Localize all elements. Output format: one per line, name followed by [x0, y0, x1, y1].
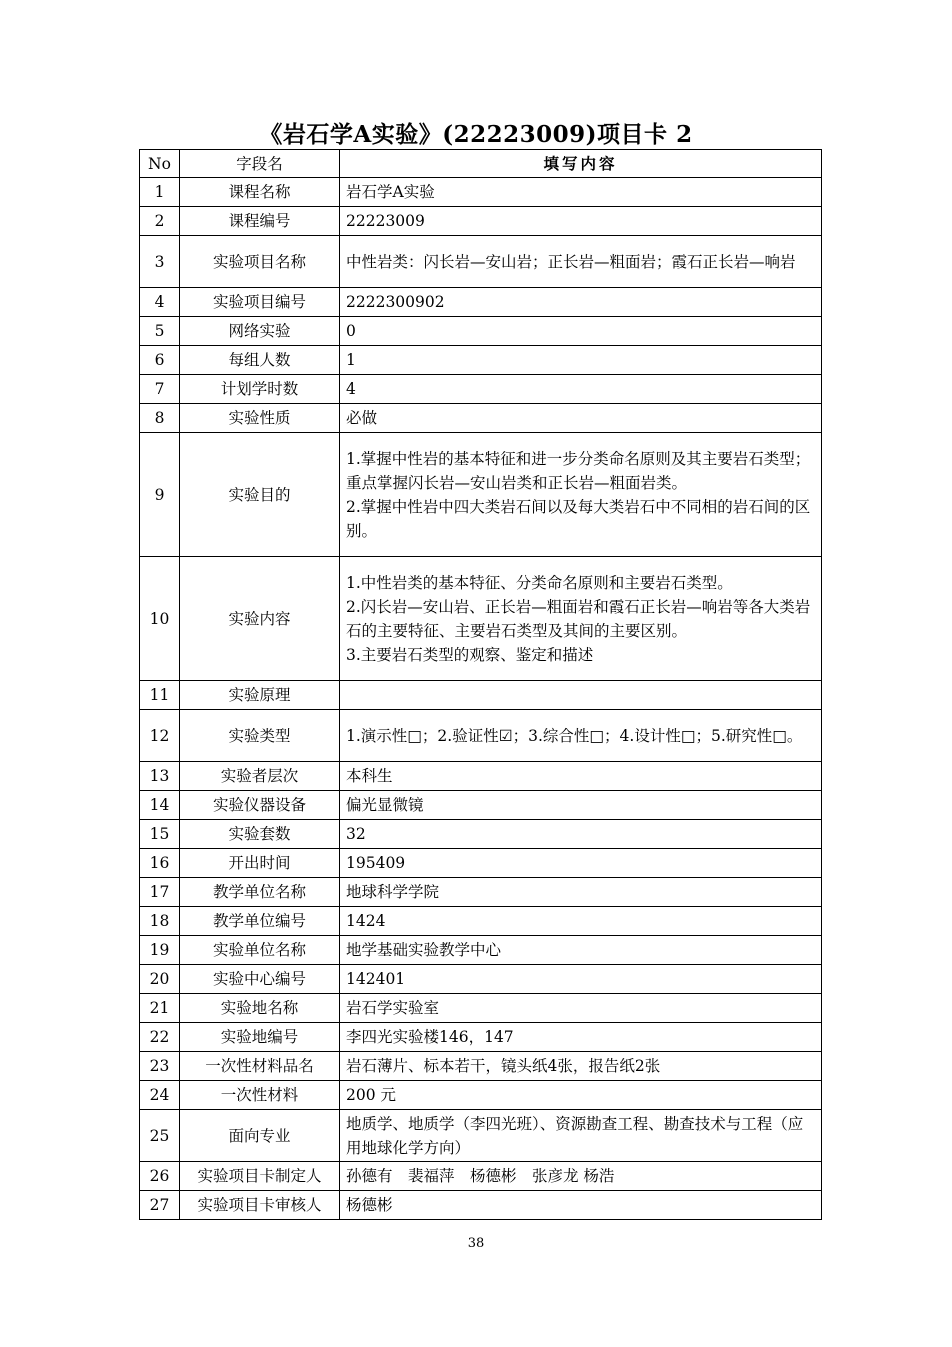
table-row: [140, 936, 822, 965]
field-name: 实验项目名称: [180, 236, 340, 288]
field-name: 每组人数: [180, 346, 340, 375]
field-value: [340, 433, 822, 557]
row-number: 14: [140, 791, 180, 820]
field-value: [340, 404, 822, 433]
field-name: 开出时间: [180, 849, 340, 878]
value-line: 1.掌握中性岩的基本特征和进一步分类命名原则及其主要岩石类型；重点掌握闪长岩—安山岩类和正长岩—粗面岩类。: [346, 449, 811, 492]
value-line: 3.主要岩石类型的观察、鉴定和描述: [346, 645, 594, 664]
table-row: [140, 288, 822, 317]
field-value: [340, 1191, 822, 1220]
value-line: 2.闪长岩—安山岩、正长岩—粗面岩和霞石正长岩—响岩等各大类岩石的主要特征、主要岩石类型及其间的主要区别。: [346, 597, 811, 640]
row-number: 17: [140, 878, 180, 907]
header-no: No: [140, 150, 180, 178]
table-row: [140, 1081, 822, 1110]
value-line: 4: [346, 380, 356, 398]
value-line: 2.掌握中性岩中四大类岩石间以及每大类岩石中不同相的岩石间的区别。: [346, 497, 811, 540]
field-name: 课程编号: [180, 207, 340, 236]
field-value: [340, 207, 822, 236]
field-value: [340, 375, 822, 404]
value-line: 1.中性岩类的基本特征、分类命名原则和主要岩石类型。: [346, 573, 733, 592]
row-number: 27: [140, 1191, 180, 1220]
field-value: [340, 710, 822, 762]
table-row: [140, 207, 822, 236]
field-name: 实验项目卡审核人: [180, 1191, 340, 1220]
field-value: [340, 762, 822, 791]
field-name: 实验性质: [180, 404, 340, 433]
field-value: [340, 791, 822, 820]
field-value: [340, 288, 822, 317]
row-number: 9: [140, 433, 180, 557]
value-line: 0: [346, 322, 356, 340]
field-value: [340, 936, 822, 965]
value-line: 2222300902: [346, 293, 445, 311]
row-number: 18: [140, 907, 180, 936]
field-value: [340, 965, 822, 994]
table-row: [140, 681, 822, 710]
value-line: 142401: [346, 970, 406, 988]
table-row: [140, 1191, 822, 1220]
project-card-table: [139, 149, 822, 1220]
field-value: [340, 557, 822, 681]
field-name: 实验套数: [180, 820, 340, 849]
field-name: 一次性材料: [180, 1081, 340, 1110]
row-number: 26: [140, 1162, 180, 1191]
value-line: 195409: [346, 854, 406, 872]
field-value: [340, 878, 822, 907]
value-line: 1.演示性□；2.验证性☑；3.综合性□；4.设计性□；5.研究性□。: [346, 726, 803, 745]
value-line: 1424: [346, 912, 386, 930]
field-name: 实验地编号: [180, 1023, 340, 1052]
table-row: [140, 849, 822, 878]
field-value: [340, 1052, 822, 1081]
row-number: 10: [140, 557, 180, 681]
table-row: [140, 317, 822, 346]
value-line: 岩石学实验室: [346, 999, 440, 1017]
value-line: 22223009: [346, 212, 425, 230]
table-row: [140, 557, 822, 681]
field-value: [340, 1162, 822, 1191]
table-header-row: [140, 150, 822, 178]
value-line: 1: [346, 351, 356, 369]
field-name: 实验单位名称: [180, 936, 340, 965]
field-value: [340, 994, 822, 1023]
row-number: 16: [140, 849, 180, 878]
value-line: 必做: [346, 409, 378, 427]
table-row: [140, 1162, 822, 1191]
value-line: 岩石学A实验: [346, 183, 435, 201]
table-row: [140, 236, 822, 288]
row-number: 6: [140, 346, 180, 375]
row-number: 2: [140, 207, 180, 236]
field-name: 实验项目编号: [180, 288, 340, 317]
table-row: [140, 878, 822, 907]
table-row: [140, 346, 822, 375]
row-number: 5: [140, 317, 180, 346]
row-number: 7: [140, 375, 180, 404]
table-row: [140, 965, 822, 994]
table-row: [140, 710, 822, 762]
row-number: 3: [140, 236, 180, 288]
value-line: 地质学、地质学（李四光班）、资源勘查工程、勘查技术与工程（应用地球化学方向）: [346, 1114, 804, 1157]
row-number: 23: [140, 1052, 180, 1081]
page-title: 《岩石学A实验》(22223009)项目卡 2: [259, 121, 693, 148]
field-name: 教学单位名称: [180, 878, 340, 907]
field-value: [340, 236, 822, 288]
header-content: 填写内容: [340, 150, 822, 178]
field-name: 实验内容: [180, 557, 340, 681]
field-value: [340, 820, 822, 849]
table-row: [140, 1110, 822, 1162]
row-number: 20: [140, 965, 180, 994]
table-row: [140, 820, 822, 849]
field-name: 教学单位编号: [180, 907, 340, 936]
value-line: 李四光实验楼146，147: [346, 1028, 514, 1046]
row-number: 25: [140, 1110, 180, 1162]
row-number: 1: [140, 178, 180, 207]
value-line: 本科生: [346, 767, 393, 785]
value-line: 岩石薄片、标本若干，镜头纸4张，报告纸2张: [346, 1057, 661, 1075]
value-line: 中性岩类：闪长岩—安山岩；正长岩—粗面岩；霞石正长岩—响岩: [346, 252, 796, 271]
field-name: 实验目的: [180, 433, 340, 557]
field-name: 实验仪器设备: [180, 791, 340, 820]
field-value: [340, 1081, 822, 1110]
field-name: 实验类型: [180, 710, 340, 762]
table-row: [140, 404, 822, 433]
field-name: 实验原理: [180, 681, 340, 710]
table-row: [140, 1023, 822, 1052]
value-line: 32: [346, 825, 366, 843]
table-row: [140, 907, 822, 936]
table-row: [140, 375, 822, 404]
row-number: 22: [140, 1023, 180, 1052]
row-number: 21: [140, 994, 180, 1023]
table-row: [140, 178, 822, 207]
field-name: 课程名称: [180, 178, 340, 207]
field-value: [340, 317, 822, 346]
field-value: [340, 178, 822, 207]
field-name: 一次性材料品名: [180, 1052, 340, 1081]
field-value: [340, 1110, 822, 1162]
value-line: 孙德有 裴福萍 杨德彬 张彦龙 杨浩: [346, 1167, 615, 1185]
row-number: 11: [140, 681, 180, 710]
table-row: [140, 791, 822, 820]
value-line: 偏光显微镜: [346, 796, 424, 814]
table-row: [140, 433, 822, 557]
field-value: [340, 346, 822, 375]
row-number: 24: [140, 1081, 180, 1110]
field-value: [340, 681, 822, 710]
table-row: [140, 762, 822, 791]
field-value: [340, 907, 822, 936]
header-field: 字段名: [180, 150, 340, 178]
field-name: 网络实验: [180, 317, 340, 346]
row-number: 13: [140, 762, 180, 791]
field-name: 实验地名称: [180, 994, 340, 1023]
page-number: 38: [467, 1236, 485, 1251]
row-number: 19: [140, 936, 180, 965]
value-line: 地学基础实验教学中心: [346, 941, 502, 959]
table-body: [140, 178, 822, 1220]
table-row: [140, 994, 822, 1023]
field-name: 计划学时数: [180, 375, 340, 404]
field-value: [340, 849, 822, 878]
field-name: 实验者层次: [180, 762, 340, 791]
field-name: 实验中心编号: [180, 965, 340, 994]
value-line: 杨德彬: [346, 1196, 393, 1214]
field-name: 实验项目卡制定人: [180, 1162, 340, 1191]
table-row: [140, 1052, 822, 1081]
row-number: 8: [140, 404, 180, 433]
row-number: 4: [140, 288, 180, 317]
row-number: 15: [140, 820, 180, 849]
row-number: 12: [140, 710, 180, 762]
field-name: 面向专业: [180, 1110, 340, 1162]
value-line: 200 元: [346, 1086, 397, 1104]
value-line: 地球科学学院: [346, 883, 440, 901]
field-value: [340, 1023, 822, 1052]
